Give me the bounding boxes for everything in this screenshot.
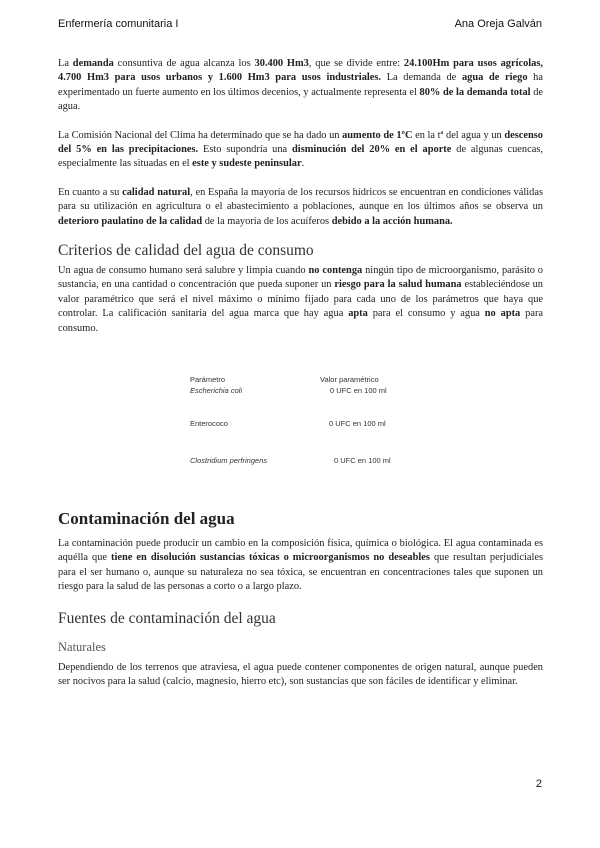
header-course: Enfermería comunitaria I — [58, 18, 179, 30]
parameter-value: 0 UFC en 100 ml — [334, 456, 391, 465]
paragraph-naturales: Dependiendo de los terrenos que atraviesa, el agua puede contener componentes de origen natural, aunque pueden ser nocivos para la salud (calcio, magnesio, hierro etc), son sustancias que son fáciles de identificar y eliminar. — [58, 661, 543, 688]
table-row — [190, 419, 410, 430]
heading-contaminacion: Contaminación del agua — [58, 509, 235, 528]
page-content — [58, 52, 543, 336]
table-row — [190, 456, 410, 467]
parameter-name: Clostridium perfringens — [190, 456, 268, 465]
header-author: Ana Oreja Galván — [454, 18, 542, 30]
table-header-row — [190, 375, 410, 386]
column-header-valor: Valor paramétrico — [320, 375, 379, 384]
paragraph-demanda: La demanda consuntiva de agua alcanza los 30.400 Hm3, que se divide entre: 24.100Hm para usos agrícolas, 4.700 Hm3 para usos urbanos y 1.600 Hm3 para usos industriales. La demanda de agua de riego ha experimentado un fuerte aumento en los últimos decenios, y actualmente representa el 80% de la demanda total de agua. — [58, 58, 543, 113]
paragraph-criterios: Un agua de consumo humano será salubre y limpia cuando no contenga ningún tipo de microorganismo, parásito o sustancia, en una cantidad o concentración que pueda suponer un riesgo para la salud humana estableciéndose un valor paramétrico que será el nivel máximo o mínimo fijado para cada uno de los parámetros que haya que controlar. La calificación sanitaria del agua marca que hay agua apta para el consumo y agua no apta para consumo. — [58, 265, 544, 334]
paragraph-calidad-natural: En cuanto a su calidad natural, en España la mayoría de los recursos hídricos se encuentran en condiciones válidas para su utilización en agricultura o el abastecimiento a poblaciones, aunque en los últimos años se observa un deterioro paulatino de la calidad de la mayoría de los acuíferos debido a la acción humana. — [58, 186, 543, 227]
paragraph-contaminacion: La contaminación puede producir un cambio en la composición física, química o biológica. El agua contaminada es aquélla que tiene en disolución sustancias tóxicas o microorganismos no deseables que resultan perjudiciales para el ser humano o, aunque su naturaleza no sea tóxica, se encuentran en concentraciones tales que suponen un riesgo para la salud de las personas a corto o a largo plazo. — [58, 538, 543, 593]
heading-criterios: Criterios de calidad del agua de consumo — [58, 242, 314, 260]
paragraph-clima: La Comisión Nacional del Clima ha determinado que se ha dado un aumento de 1ºC en la tª del agua y un descenso del 5% en las precipitaciones. Esto supondría una disminución del 20% en el aporte de algunas cuencas, especialmente las situadas en el este y sudeste peninsular. — [58, 129, 544, 170]
page-content-lower — [58, 508, 543, 689]
parameter-value: 0 UFC en 100 ml — [330, 386, 387, 395]
page-number: 2 — [535, 778, 542, 790]
parameter-name: Escherichia coli — [190, 386, 243, 395]
parameter-table — [190, 375, 410, 467]
column-header-parametro: Parámetro — [190, 375, 226, 384]
heading-naturales: Naturales — [58, 639, 106, 654]
parameter-name: Enterococo — [190, 419, 228, 428]
parameter-value: 0 UFC en 100 ml — [329, 419, 386, 428]
page-header — [58, 18, 542, 30]
heading-fuentes: Fuentes de contaminación del agua — [58, 609, 276, 627]
table-row — [190, 386, 410, 397]
